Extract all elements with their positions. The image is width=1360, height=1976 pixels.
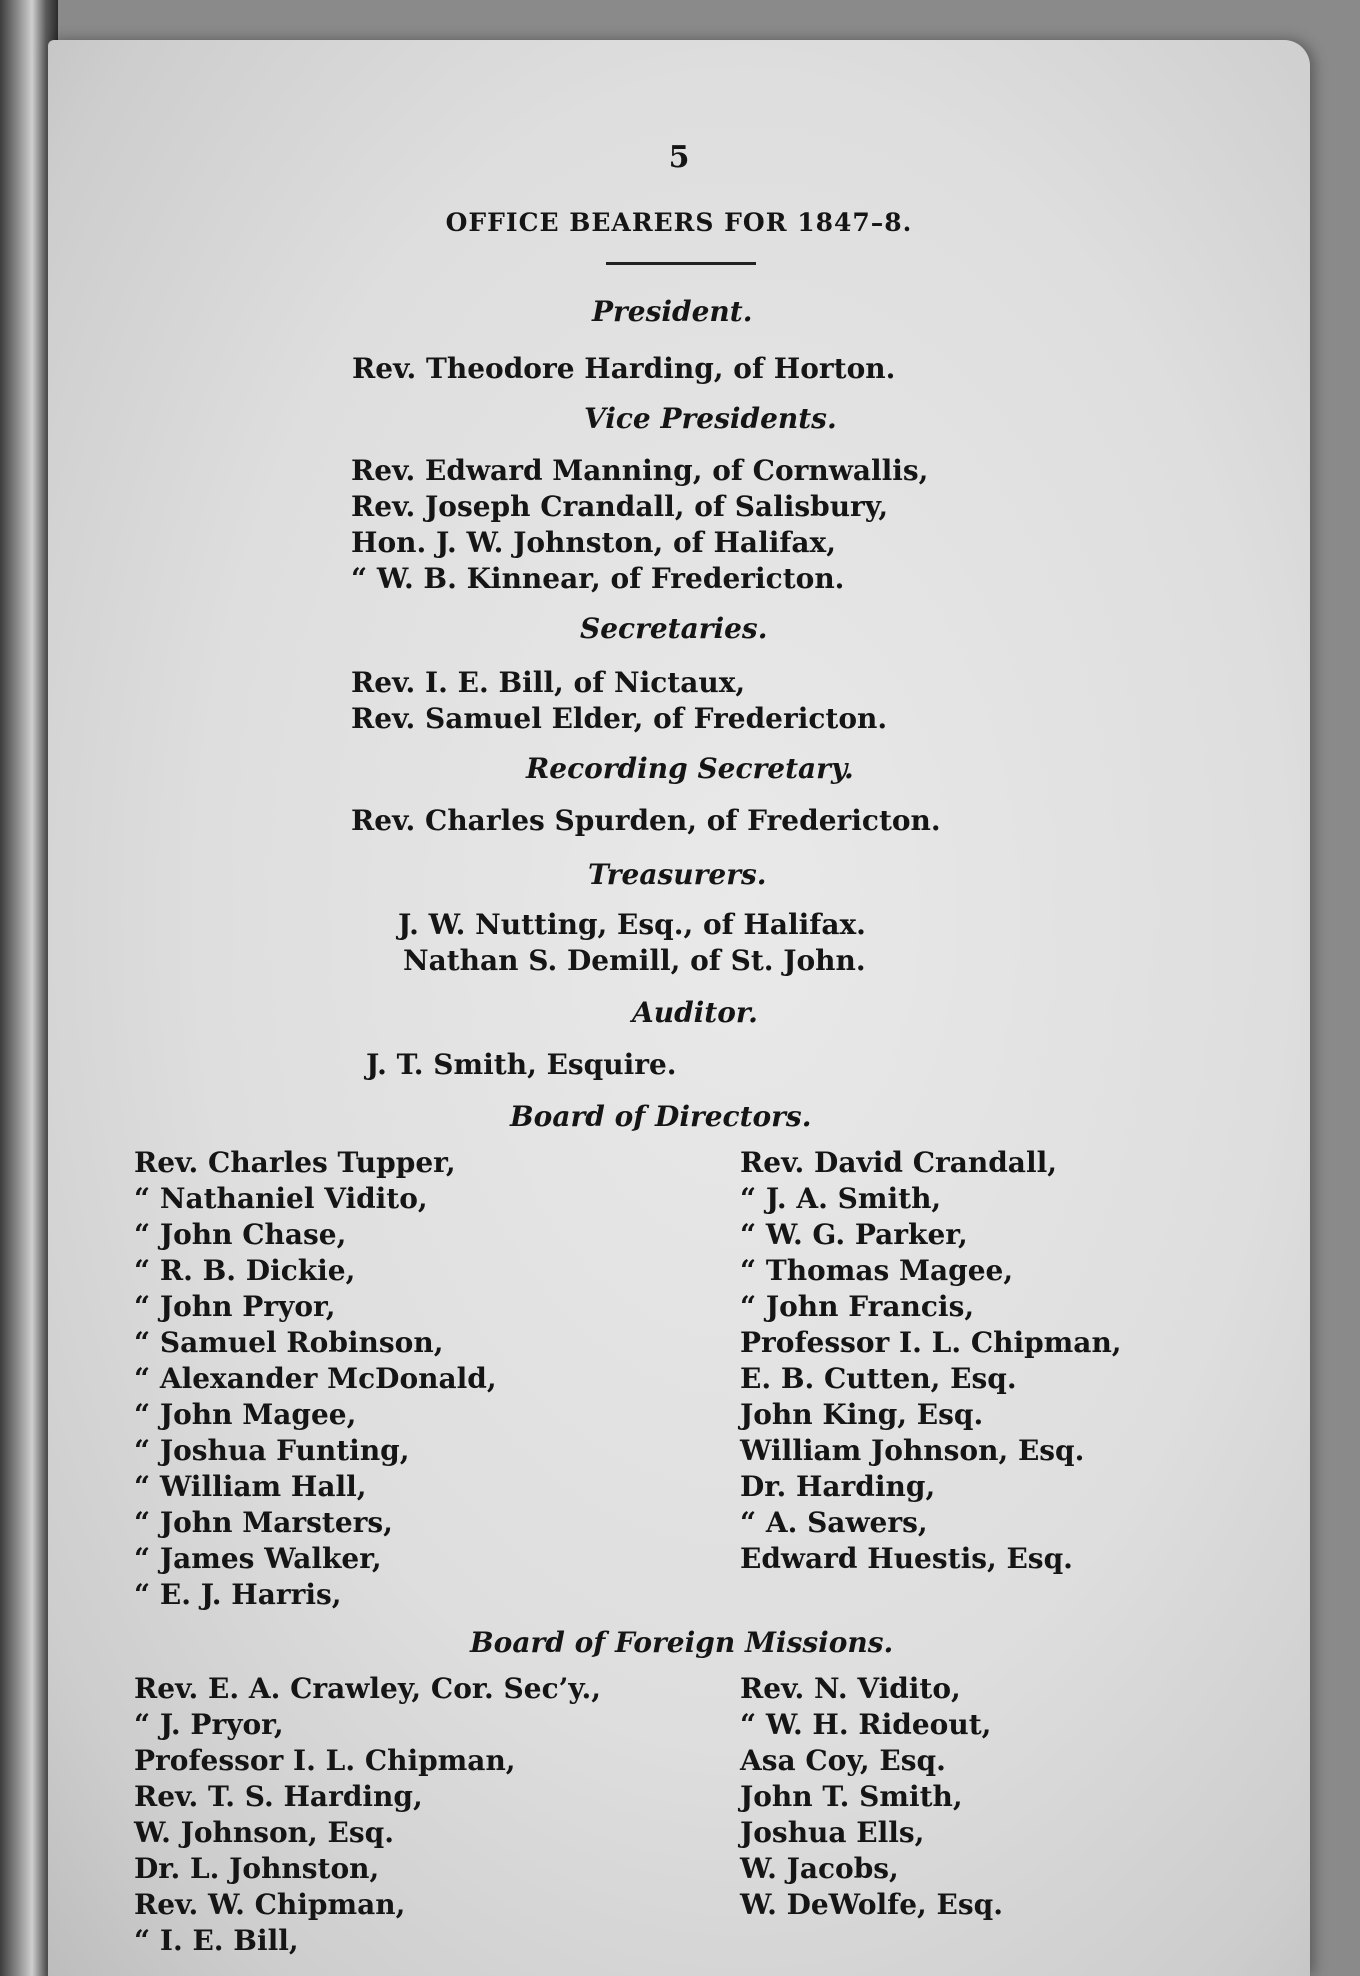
foreign-missions-left: “ J. Pryor, xyxy=(134,1708,284,1741)
director-left: “ John Magee, xyxy=(134,1398,357,1431)
secretaries-heading: Secretaries. xyxy=(580,612,768,645)
foreign-missions-right: “ W. H. Rideout, xyxy=(740,1708,992,1741)
vice-president-name: Hon. J. W. Johnston, of Halifax, xyxy=(351,526,836,559)
auditor-name: J. T. Smith, Esquire. xyxy=(366,1048,677,1081)
director-right: Dr. Harding, xyxy=(740,1470,936,1503)
page-title: OFFICE BEARERS FOR 1847–8. xyxy=(445,208,913,237)
director-left: “ James Walker, xyxy=(134,1542,382,1575)
director-right: Edward Huestis, Esq. xyxy=(740,1542,1073,1575)
director-right: John King, Esq. xyxy=(740,1398,984,1431)
director-left: “ John Pryor, xyxy=(134,1290,336,1323)
printed-page xyxy=(48,40,1310,1976)
director-right: Rev. David Crandall, xyxy=(740,1146,1057,1179)
director-left: “ Alexander McDonald, xyxy=(134,1362,497,1395)
foreign-missions-left: Dr. L. Johnston, xyxy=(134,1852,380,1885)
vice-president-name: “ W. B. Kinnear, of Fredericton. xyxy=(351,562,845,595)
director-right: “ Thomas Magee, xyxy=(740,1254,1014,1287)
director-right: Professor I. L. Chipman, xyxy=(740,1326,1122,1359)
foreign-missions-right: John T. Smith, xyxy=(740,1780,963,1813)
director-left: “ Joshua Funting, xyxy=(134,1434,410,1467)
director-left: “ John Chase, xyxy=(134,1218,347,1251)
director-left: “ Nathaniel Vidito, xyxy=(134,1182,428,1215)
foreign-missions-left: Professor I. L. Chipman, xyxy=(134,1744,516,1777)
recording-secretary-name: Rev. Charles Spurden, of Fredericton. xyxy=(351,804,941,837)
president-name: Rev. Theodore Harding, of Horton. xyxy=(352,352,896,385)
foreign-missions-right: Joshua Ells, xyxy=(740,1816,925,1849)
auditor-heading: Auditor. xyxy=(632,996,758,1029)
director-right: “ J. A. Smith, xyxy=(740,1182,942,1215)
director-left: “ E. J. Harris, xyxy=(134,1578,342,1611)
foreign-missions-right: W. Jacobs, xyxy=(740,1852,899,1885)
foreign-missions-right: Rev. N. Vidito, xyxy=(740,1672,961,1705)
foreign-missions-left: Rev. T. S. Harding, xyxy=(134,1780,423,1813)
director-left: “ William Hall, xyxy=(134,1470,367,1503)
president-heading: President. xyxy=(592,295,753,328)
board-of-foreign-missions-heading: Board of Foreign Missions. xyxy=(470,1626,894,1659)
secretary-name: Rev. Samuel Elder, of Fredericton. xyxy=(351,702,888,735)
director-right: “ A. Sawers, xyxy=(740,1506,928,1539)
treasurer-name: Nathan S. Demill, of St. John. xyxy=(403,944,866,977)
director-left: Rev. Charles Tupper, xyxy=(134,1146,456,1179)
foreign-missions-left: Rev. E. A. Crawley, Cor. Sec’y., xyxy=(134,1672,601,1705)
recording-secretary-heading: Recording Secretary. xyxy=(526,752,854,785)
board-of-directors-heading: Board of Directors. xyxy=(510,1100,812,1133)
foreign-missions-left: W. Johnson, Esq. xyxy=(134,1816,394,1849)
director-left: “ R. B. Dickie, xyxy=(134,1254,356,1287)
director-right: “ John Francis, xyxy=(740,1290,975,1323)
vice-presidents-heading: Vice Presidents. xyxy=(584,402,837,435)
vice-president-name: Rev. Joseph Crandall, of Salisbury, xyxy=(351,490,889,523)
director-left: “ John Marsters, xyxy=(134,1506,393,1539)
vice-president-name: Rev. Edward Manning, of Cornwallis, xyxy=(351,454,929,487)
secretary-name: Rev. I. E. Bill, of Nictaux, xyxy=(351,666,746,699)
treasurers-heading: Treasurers. xyxy=(588,858,767,891)
page-number: 5 xyxy=(668,140,690,175)
director-right: William Johnson, Esq. xyxy=(740,1434,1085,1467)
foreign-missions-left: “ I. E. Bill, xyxy=(134,1924,299,1957)
foreign-missions-left: Rev. W. Chipman, xyxy=(134,1888,406,1921)
title-rule xyxy=(606,262,756,265)
director-left: “ Samuel Robinson, xyxy=(134,1326,444,1359)
foreign-missions-right: Asa Coy, Esq. xyxy=(740,1744,946,1777)
director-right: “ W. G. Parker, xyxy=(740,1218,968,1251)
director-right: E. B. Cutten, Esq. xyxy=(740,1362,1017,1395)
treasurer-name: J. W. Nutting, Esq., of Halifax. xyxy=(398,908,866,941)
foreign-missions-right: W. DeWolfe, Esq. xyxy=(740,1888,1003,1921)
